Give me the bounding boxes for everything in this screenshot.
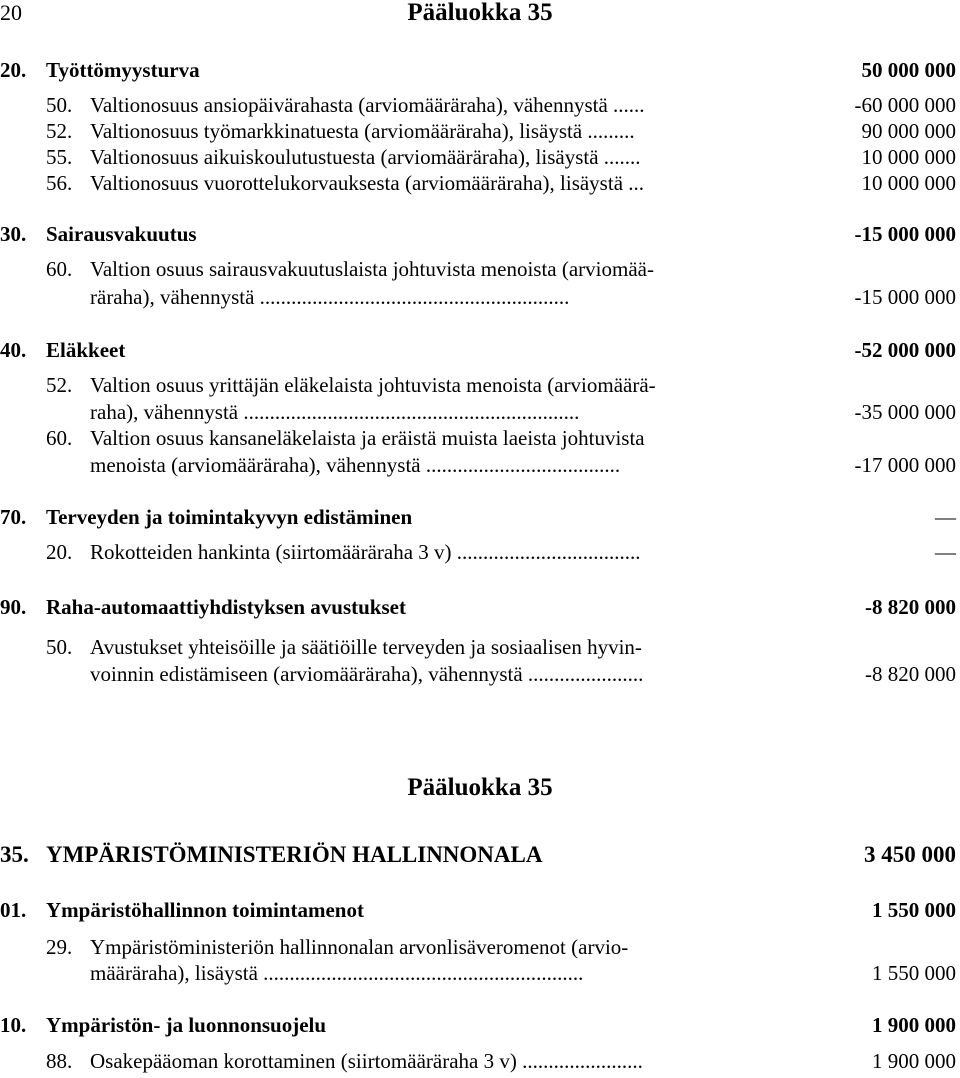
item-amount: -60 000 000 <box>854 93 956 117</box>
item-text-cont: raha), vähennystä ................................................................ <box>90 400 580 424</box>
top-heading: Pääluokka 35 <box>407 0 553 26</box>
section-number: 01. <box>0 898 27 922</box>
section-amount: -52 000 000 <box>854 338 956 362</box>
item-60-cont <box>0 282 960 312</box>
item-60b <box>0 423 960 453</box>
item-text: Osakepääoman korottaminen (siirtomääräraha 3 v) ....................... <box>90 1049 643 1073</box>
item-amount: 90 000 000 <box>861 119 956 143</box>
section-70 <box>0 502 960 532</box>
section-title: Työttömyysturva <box>46 58 200 82</box>
section-amount: 50 000 000 <box>861 58 956 82</box>
item-number: 20. <box>46 540 73 564</box>
item-number: 60. <box>46 257 73 281</box>
item-number: 52. <box>46 373 73 397</box>
section-number: 40. <box>0 338 27 362</box>
section-amount: -15 000 000 <box>854 222 956 246</box>
item-text: Valtionosuus ansiopäivärahasta (arviomääräraha), vähennystä ...... <box>90 93 645 117</box>
item-text-cont: räraha), vähennystä ........................................................... <box>90 285 570 309</box>
item-50b-cont <box>0 659 960 689</box>
section-title: Raha-automaattiyhdistyksen avustukset <box>46 595 406 619</box>
section-title: Sairausvakuutus <box>46 222 197 246</box>
item-number: 29. <box>46 935 73 959</box>
section-amount: — <box>935 505 956 529</box>
section-amount: 1 550 000 <box>872 898 956 922</box>
ministry-number: 35. <box>0 842 29 867</box>
item-text-cont: menoista (arviomääräraha), vähennystä ..................................... <box>90 453 621 477</box>
item-56 <box>0 168 960 198</box>
item-amount: 10 000 000 <box>861 145 956 169</box>
section-01 <box>0 895 960 925</box>
item-88 <box>0 1046 960 1076</box>
section-amount: -8 820 000 <box>865 595 956 619</box>
ministry-heading <box>0 840 960 870</box>
section-amount: 1 900 000 <box>872 1013 956 1037</box>
section-10 <box>0 1010 960 1040</box>
item-number: 60. <box>46 426 73 450</box>
item-number: 50. <box>46 635 73 659</box>
ministry-title: YMPÄRISTÖMINISTERIÖN HALLINNONALA <box>46 842 543 867</box>
section-90 <box>0 592 960 622</box>
item-amount: 1 900 000 <box>872 1049 956 1073</box>
section-number: 20. <box>0 58 27 82</box>
item-text: Valtionosuus vuorottelukorvauksesta (arviomääräraha), lisäystä ... <box>90 171 645 195</box>
item-29-cont <box>0 958 960 988</box>
item-number: 50. <box>46 93 73 117</box>
section-40 <box>0 335 960 365</box>
section-30 <box>0 219 960 249</box>
item-50b <box>0 632 960 662</box>
item-52b <box>0 370 960 400</box>
item-text: Valtion osuus sairausvakuutuslaista johtuvista menoista (arviomää- <box>90 257 654 281</box>
item-amount: -8 820 000 <box>865 662 956 686</box>
section-number: 90. <box>0 595 27 619</box>
item-amount: 1 550 000 <box>872 961 956 985</box>
item-text: Ympäristöministeriön hallinnonalan arvonlisäveromenot (arvio- <box>90 935 629 959</box>
section-number: 10. <box>0 1013 27 1037</box>
item-text: Rokotteiden hankinta (siirtomääräraha 3 v) ................................... <box>90 540 641 564</box>
section-title: Eläkkeet <box>46 338 126 362</box>
section-number: 70. <box>0 505 27 529</box>
item-20 <box>0 537 960 567</box>
section-20 <box>0 55 960 85</box>
section-title: Ympäristön- ja luonnonsuojelu <box>46 1013 327 1037</box>
item-number: 56. <box>46 171 73 195</box>
item-amount: -35 000 000 <box>854 400 956 424</box>
bottom-heading: Pääluokka 35 <box>407 774 553 801</box>
page-number: 20 <box>0 0 22 25</box>
item-number: 55. <box>46 145 73 169</box>
item-number: 88. <box>46 1049 73 1073</box>
item-amount: — <box>935 540 956 564</box>
item-amount: -15 000 000 <box>854 285 956 309</box>
section-title: Ympäristöhallinnon toimintamenot <box>46 898 364 922</box>
item-text-cont: määräraha), lisäystä ............................................................. <box>90 961 584 985</box>
item-60 <box>0 254 960 284</box>
item-text-cont: voinnin edistämiseen (arviomääräraha), vähennystä ...................... <box>90 662 644 686</box>
item-text: Valtion osuus yrittäjän eläkelaista johtuvista menoista (arviomäärä- <box>90 373 656 397</box>
item-amount: -17 000 000 <box>854 453 956 477</box>
section-number: 30. <box>0 222 27 246</box>
item-text: Valtionosuus aikuiskoulutustuesta (arviomääräraha), lisäystä ....... <box>90 145 641 169</box>
item-text: Valtion osuus kansaneläkelaista ja eräistä muista laeista johtuvista <box>90 426 645 450</box>
section-title: Terveyden ja toimintakyvyn edistäminen <box>46 505 413 529</box>
ministry-amount: 3 450 000 <box>864 842 956 867</box>
item-amount: 10 000 000 <box>861 171 956 195</box>
item-60b-cont <box>0 450 960 480</box>
item-text: Valtionosuus työmarkkinatuesta (arviomääräraha), lisäystä ......... <box>90 119 635 143</box>
item-text: Avustukset yhteisöille ja säätiöille terveyden ja sosiaalisen hyvin- <box>90 635 642 659</box>
item-number: 52. <box>46 119 73 143</box>
